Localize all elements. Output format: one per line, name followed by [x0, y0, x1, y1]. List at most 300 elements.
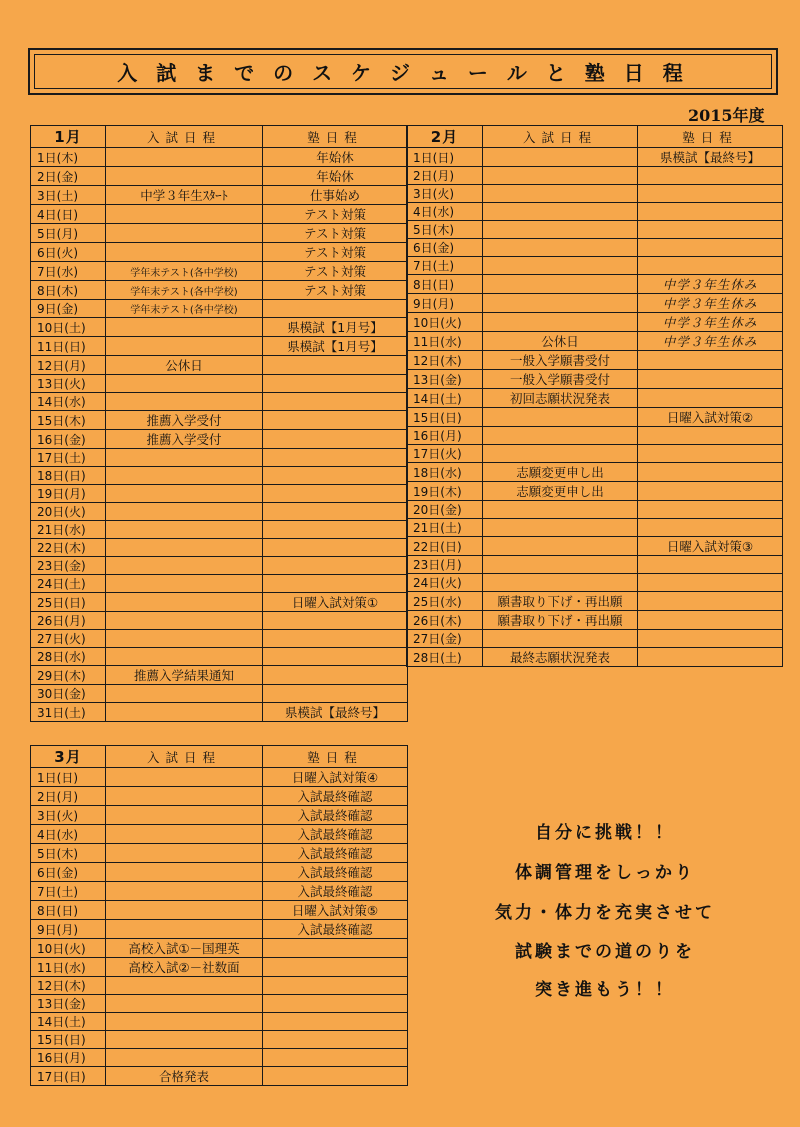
- entrance-cell: [106, 337, 263, 356]
- juku-cell: 入試最終確認: [263, 844, 408, 863]
- juku-cell: テスト対策: [263, 205, 408, 224]
- table-row: [31, 205, 408, 224]
- month-header: 1月: [31, 126, 106, 148]
- day-cell: 25日(水): [407, 592, 483, 611]
- day-cell: 25日(日): [31, 593, 106, 612]
- entrance-cell: [106, 648, 263, 666]
- table-row: [31, 356, 408, 375]
- entrance-cell: [106, 375, 263, 393]
- table-row: [31, 666, 408, 685]
- day-cell: 24日(火): [407, 574, 483, 592]
- juku-cell: [263, 300, 408, 318]
- table-row: [407, 427, 783, 445]
- table-row: [407, 257, 783, 275]
- juku-cell: [263, 575, 408, 593]
- juku-cell: [638, 427, 783, 445]
- entrance-cell: [106, 521, 263, 539]
- day-cell: 26日(木): [407, 611, 483, 630]
- entrance-cell: [483, 221, 638, 239]
- table-row: [31, 557, 408, 575]
- table-row: [407, 648, 783, 667]
- juku-cell: [263, 1049, 408, 1067]
- entrance-cell: [483, 203, 638, 221]
- juku-cell: 日曜入試対策③: [638, 537, 783, 556]
- entrance-cell: [483, 537, 638, 556]
- day-cell: 15日(木): [31, 411, 106, 430]
- day-cell: 8日(日): [31, 901, 106, 920]
- day-cell: 10日(火): [407, 313, 483, 332]
- juku-cell: 入試最終確認: [263, 825, 408, 844]
- day-cell: 1日(日): [31, 768, 106, 787]
- day-cell: 11日(日): [31, 337, 106, 356]
- day-cell: 15日(日): [407, 408, 483, 427]
- juku-cell: 入試最終確認: [263, 920, 408, 939]
- table-row: [31, 411, 408, 430]
- entrance-cell: [106, 393, 263, 411]
- table-row: [31, 806, 408, 825]
- entrance-cell: [106, 703, 263, 722]
- day-cell: 1日(日): [407, 148, 483, 167]
- entrance-cell: [483, 148, 638, 167]
- entrance-cell: [483, 167, 638, 185]
- day-cell: 9日(月): [31, 920, 106, 939]
- entrance-cell: [106, 920, 263, 939]
- juku-cell: [263, 411, 408, 430]
- entrance-cell: [106, 557, 263, 575]
- day-cell: 4日(日): [31, 205, 106, 224]
- table-row: [407, 239, 783, 257]
- table-row: [31, 281, 408, 300]
- day-cell: 26日(月): [31, 612, 106, 630]
- entrance-cell: [483, 294, 638, 313]
- table-row: [407, 203, 783, 221]
- entrance-cell: 願書取り下げ・再出願: [483, 592, 638, 611]
- day-cell: 23日(金): [31, 557, 106, 575]
- day-cell: 7日(土): [407, 257, 483, 275]
- juku-cell: [638, 221, 783, 239]
- entrance-cell: [483, 445, 638, 463]
- day-cell: 7日(水): [31, 262, 106, 281]
- day-cell: 10日(火): [31, 939, 106, 958]
- day-cell: 8日(木): [31, 281, 106, 300]
- table-row: [31, 703, 408, 722]
- juku-cell: [638, 370, 783, 389]
- day-cell: 13日(火): [31, 375, 106, 393]
- entrance-cell: [106, 844, 263, 863]
- table-row: [31, 901, 408, 920]
- day-cell: 30日(金): [31, 685, 106, 703]
- table-row: [31, 521, 408, 539]
- message-line: 自分に挑戦！！: [535, 823, 675, 843]
- day-cell: 3日(土): [31, 186, 106, 205]
- day-cell: 19日(月): [31, 485, 106, 503]
- juku-cell: [263, 449, 408, 467]
- message-line: 試験までの道のりを: [515, 942, 695, 962]
- juku-cell: 中学３年生休み: [638, 313, 783, 332]
- juku-cell: [263, 356, 408, 375]
- entrance-header: 入試日程: [483, 126, 638, 148]
- day-cell: 4日(水): [407, 203, 483, 221]
- day-cell: 28日(水): [31, 648, 106, 666]
- table-row: [407, 501, 783, 519]
- day-cell: 17日(土): [31, 449, 106, 467]
- table-row: [31, 863, 408, 882]
- day-cell: 17日(火): [407, 445, 483, 463]
- table-row: [31, 995, 408, 1013]
- day-cell: 16日(月): [407, 427, 483, 445]
- table-row: [31, 939, 408, 958]
- juku-cell: テスト対策: [263, 281, 408, 300]
- entrance-cell: [106, 243, 263, 262]
- entrance-cell: [106, 882, 263, 901]
- entrance-cell: [106, 205, 263, 224]
- entrance-cell: [483, 630, 638, 648]
- day-cell: 6日(金): [31, 863, 106, 882]
- day-cell: 18日(日): [31, 467, 106, 485]
- entrance-cell: 初回志願状況発表: [483, 389, 638, 408]
- day-cell: 27日(火): [31, 630, 106, 648]
- juku-cell: [263, 557, 408, 575]
- day-cell: 2日(金): [31, 167, 106, 186]
- day-cell: 24日(土): [31, 575, 106, 593]
- table-row: [31, 1031, 408, 1049]
- juku-cell: [263, 939, 408, 958]
- table-row: [31, 375, 408, 393]
- entrance-cell: [106, 612, 263, 630]
- message-line: 体調管理をしっかり: [515, 863, 695, 883]
- table-row: [31, 593, 408, 612]
- entrance-cell: [106, 768, 263, 787]
- day-cell: 15日(日): [31, 1031, 106, 1049]
- day-cell: 21日(土): [407, 519, 483, 537]
- juku-cell: [263, 521, 408, 539]
- day-cell: 2日(月): [31, 787, 106, 806]
- table-row: [31, 167, 408, 186]
- juku-cell: 県模試【最終号】: [263, 703, 408, 722]
- juku-cell: [263, 1013, 408, 1031]
- day-cell: 16日(金): [31, 430, 106, 449]
- entrance-cell: [106, 167, 263, 186]
- juku-cell: 入試最終確認: [263, 863, 408, 882]
- table-row: [407, 463, 783, 482]
- entrance-cell: [106, 977, 263, 995]
- juku-header: 塾日程: [263, 126, 408, 148]
- juku-cell: [263, 977, 408, 995]
- february-table: [406, 125, 783, 667]
- juku-cell: テスト対策: [263, 243, 408, 262]
- entrance-cell: [106, 1031, 263, 1049]
- entrance-cell: [483, 574, 638, 592]
- entrance-cell: 中学３年生ｽﾀｰﾄ: [106, 186, 263, 205]
- table-row: [31, 485, 408, 503]
- juku-cell: [263, 612, 408, 630]
- day-cell: 29日(木): [31, 666, 106, 685]
- juku-cell: [263, 685, 408, 703]
- day-cell: 13日(金): [31, 995, 106, 1013]
- table-row: [31, 503, 408, 521]
- juku-header: 塾日程: [263, 746, 408, 768]
- juku-cell: 県模試【最終号】: [638, 148, 783, 167]
- table-row: [407, 519, 783, 537]
- entrance-cell: [106, 467, 263, 485]
- juku-cell: [263, 485, 408, 503]
- entrance-cell: [106, 995, 263, 1013]
- juku-cell: [263, 539, 408, 557]
- juku-cell: 中学３年生休み: [638, 332, 783, 351]
- message-line: 突き進もう！！: [535, 980, 675, 1000]
- entrance-cell: 高校入試①－国理英: [106, 939, 263, 958]
- juku-cell: [263, 503, 408, 521]
- day-cell: 18日(水): [407, 463, 483, 482]
- juku-cell: 日曜入試対策④: [263, 768, 408, 787]
- table-row: [31, 1067, 408, 1086]
- juku-cell: [638, 611, 783, 630]
- juku-cell: [263, 375, 408, 393]
- entrance-cell: 願書取り下げ・再出願: [483, 611, 638, 630]
- table-row: [407, 370, 783, 389]
- table-row: [31, 882, 408, 901]
- entrance-cell: 志願変更申し出: [483, 482, 638, 501]
- table-row: [407, 556, 783, 574]
- day-cell: 12日(月): [31, 356, 106, 375]
- entrance-cell: [106, 806, 263, 825]
- juku-cell: [638, 592, 783, 611]
- entrance-cell: 一般入学願書受付: [483, 370, 638, 389]
- juku-cell: 仕事始め: [263, 186, 408, 205]
- entrance-cell: 学年末テスト(各中学校): [106, 300, 263, 318]
- table-row: [31, 337, 408, 356]
- entrance-cell: 推薦入学受付: [106, 411, 263, 430]
- juku-cell: [638, 482, 783, 501]
- day-cell: 31日(土): [31, 703, 106, 722]
- table-row: [407, 537, 783, 556]
- table-row: [31, 430, 408, 449]
- juku-cell: [638, 389, 783, 408]
- juku-cell: [263, 1031, 408, 1049]
- day-cell: 4日(水): [31, 825, 106, 844]
- juku-cell: [263, 1067, 408, 1086]
- juku-cell: 入試最終確認: [263, 806, 408, 825]
- juku-cell: [638, 556, 783, 574]
- table-row: [407, 592, 783, 611]
- juku-cell: 日曜入試対策①: [263, 593, 408, 612]
- juku-cell: [263, 995, 408, 1013]
- table-row: [31, 787, 408, 806]
- juku-cell: [638, 239, 783, 257]
- day-cell: 22日(木): [31, 539, 106, 557]
- juku-cell: 年始休: [263, 148, 408, 167]
- entrance-cell: [483, 257, 638, 275]
- juku-cell: 中学３年生休み: [638, 294, 783, 313]
- entrance-cell: [106, 224, 263, 243]
- juku-cell: 年始休: [263, 167, 408, 186]
- entrance-cell: 高校入試②－社数面: [106, 958, 263, 977]
- entrance-cell: 公休日: [106, 356, 263, 375]
- juku-cell: 入試最終確認: [263, 787, 408, 806]
- entrance-cell: [106, 863, 263, 882]
- entrance-cell: 公休日: [483, 332, 638, 351]
- entrance-cell: [106, 575, 263, 593]
- juku-cell: 県模試【1月号】: [263, 337, 408, 356]
- table-row: [407, 408, 783, 427]
- table-row: [407, 313, 783, 332]
- table-row: [407, 221, 783, 239]
- day-cell: 10日(土): [31, 318, 106, 337]
- january-table: [30, 125, 408, 722]
- day-cell: 16日(月): [31, 1049, 106, 1067]
- juku-cell: [638, 648, 783, 667]
- entrance-header: 入試日程: [106, 746, 263, 768]
- table-row: [31, 539, 408, 557]
- day-cell: 7日(土): [31, 882, 106, 901]
- entrance-cell: [483, 313, 638, 332]
- day-cell: 12日(木): [31, 977, 106, 995]
- entrance-cell: [106, 1049, 263, 1067]
- table-row: [407, 630, 783, 648]
- table-row: [407, 185, 783, 203]
- table-row: [31, 243, 408, 262]
- day-cell: 5日(木): [31, 844, 106, 863]
- table-row: [31, 467, 408, 485]
- entrance-cell: [106, 901, 263, 920]
- table-row: [407, 574, 783, 592]
- entrance-cell: [483, 427, 638, 445]
- juku-cell: [638, 574, 783, 592]
- entrance-cell: [483, 519, 638, 537]
- juku-cell: [263, 630, 408, 648]
- table-row: [407, 332, 783, 351]
- juku-cell: [638, 185, 783, 203]
- juku-cell: 入試最終確認: [263, 882, 408, 901]
- juku-cell: 中学３年生休み: [638, 275, 783, 294]
- day-cell: 19日(木): [407, 482, 483, 501]
- entrance-cell: [483, 239, 638, 257]
- table-row: [407, 351, 783, 370]
- table-row: [31, 575, 408, 593]
- table-row: [31, 685, 408, 703]
- juku-cell: [638, 463, 783, 482]
- entrance-cell: 一般入学願書受付: [483, 351, 638, 370]
- table-row: [407, 167, 783, 185]
- table-row: [31, 768, 408, 787]
- juku-cell: [263, 430, 408, 449]
- table-row: [31, 612, 408, 630]
- entrance-cell: [483, 408, 638, 427]
- day-cell: 5日(木): [407, 221, 483, 239]
- entrance-cell: [106, 318, 263, 337]
- day-cell: 8日(日): [407, 275, 483, 294]
- day-cell: 6日(金): [407, 239, 483, 257]
- day-cell: 12日(木): [407, 351, 483, 370]
- juku-header: 塾日程: [638, 126, 783, 148]
- table-row: [407, 148, 783, 167]
- day-cell: 11日(水): [407, 332, 483, 351]
- day-cell: 21日(水): [31, 521, 106, 539]
- table-row: [31, 958, 408, 977]
- table-row: [407, 611, 783, 630]
- entrance-cell: [106, 630, 263, 648]
- table-row: [31, 648, 408, 666]
- juku-cell: [263, 666, 408, 685]
- juku-cell: [263, 648, 408, 666]
- day-cell: 14日(水): [31, 393, 106, 411]
- juku-cell: [263, 467, 408, 485]
- day-cell: 13日(金): [407, 370, 483, 389]
- day-cell: 20日(金): [407, 501, 483, 519]
- juku-cell: [638, 257, 783, 275]
- juku-cell: [638, 203, 783, 221]
- table-row: [31, 148, 408, 167]
- table-row: [31, 920, 408, 939]
- table-row: [31, 186, 408, 205]
- table-row: [407, 389, 783, 408]
- juku-cell: [263, 958, 408, 977]
- entrance-cell: [106, 485, 263, 503]
- day-cell: 5日(月): [31, 224, 106, 243]
- entrance-cell: [106, 685, 263, 703]
- month-header: 3月: [31, 746, 106, 768]
- entrance-cell: [106, 503, 263, 521]
- table-row: [407, 445, 783, 463]
- day-cell: 14日(土): [407, 389, 483, 408]
- table-row: [407, 275, 783, 294]
- entrance-cell: [483, 556, 638, 574]
- day-cell: 20日(火): [31, 503, 106, 521]
- entrance-cell: [483, 501, 638, 519]
- entrance-cell: 推薦入学受付: [106, 430, 263, 449]
- table-row: [31, 1049, 408, 1067]
- table-row: [31, 224, 408, 243]
- entrance-cell: 学年末テスト(各中学校): [106, 262, 263, 281]
- juku-cell: 日曜入試対策⑤: [263, 901, 408, 920]
- juku-cell: [638, 630, 783, 648]
- entrance-cell: 学年末テスト(各中学校): [106, 281, 263, 300]
- juku-cell: [263, 393, 408, 411]
- day-cell: 27日(金): [407, 630, 483, 648]
- juku-cell: [638, 501, 783, 519]
- juku-cell: [638, 519, 783, 537]
- page-title: 入 試 ま で の ス ケ ジ ュ ー ル と 塾 日 程: [34, 54, 772, 89]
- table-row: [31, 318, 408, 337]
- table-row: [31, 262, 408, 281]
- entrance-cell: [106, 539, 263, 557]
- table-row: [31, 825, 408, 844]
- march-table: [30, 745, 408, 1086]
- day-cell: 3日(火): [31, 806, 106, 825]
- day-cell: 14日(土): [31, 1013, 106, 1031]
- entrance-cell: [106, 449, 263, 467]
- juku-cell: [638, 351, 783, 370]
- table-row: [31, 844, 408, 863]
- day-cell: 22日(日): [407, 537, 483, 556]
- entrance-cell: [106, 148, 263, 167]
- juku-cell: [638, 167, 783, 185]
- entrance-cell: [483, 185, 638, 203]
- day-cell: 17日(日): [31, 1067, 106, 1086]
- juku-cell: テスト対策: [263, 224, 408, 243]
- table-row: [407, 294, 783, 313]
- juku-cell: テスト対策: [263, 262, 408, 281]
- day-cell: 11日(水): [31, 958, 106, 977]
- table-row: [31, 977, 408, 995]
- day-cell: 6日(火): [31, 243, 106, 262]
- table-row: [31, 449, 408, 467]
- day-cell: 1日(木): [31, 148, 106, 167]
- year-label: 2015年度: [688, 106, 765, 125]
- juku-cell: [638, 445, 783, 463]
- entrance-cell: [106, 825, 263, 844]
- entrance-cell: 合格発表: [106, 1067, 263, 1086]
